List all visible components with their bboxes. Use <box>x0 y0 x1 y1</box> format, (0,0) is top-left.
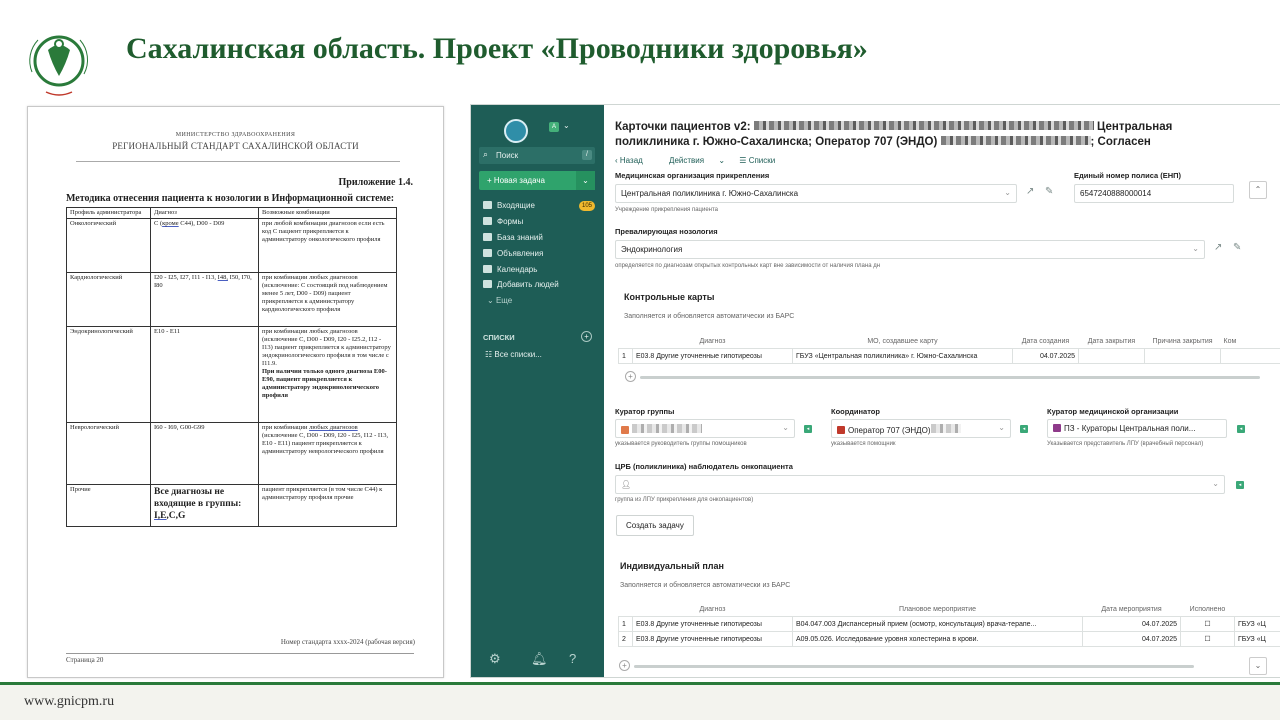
page-header <box>604 105 1280 175</box>
crb-label: ЦРБ (поликлиника) наблюдатель онкопациента <box>615 462 793 471</box>
col-header: Плановое мероприятие <box>898 606 977 613</box>
sidebar-search[interactable] <box>479 147 595 164</box>
cell-profile: Неврологический <box>67 423 151 485</box>
cell-diagnosis: E03.8 Другие уточненные гипотиреозы <box>633 617 793 632</box>
search-icon: ⌕ <box>483 149 489 159</box>
chevron-down-icon: ⌄ <box>998 423 1005 432</box>
cell-event: А09.05.026. Исследование уровня холестерина в крови. <box>793 632 1083 647</box>
row-number: 1 <box>619 617 633 632</box>
col-header: Профиль администратора <box>67 208 151 219</box>
main-panel <box>604 105 1280 677</box>
mo-label: Медицинская организация прикрепления <box>615 171 770 180</box>
cell-diagnosis: С (кроме С44), D00 - D09 <box>151 219 259 273</box>
open-link-icon[interactable]: ↗ <box>1214 242 1223 253</box>
cell-combination: при любой комбинации диагнозов если есть код С пациент прикрепляется к администратору онкологического профиля <box>259 219 397 273</box>
col-header: Возможные комбинации <box>259 208 397 219</box>
control-cards-title: Контрольные карты <box>624 292 715 302</box>
col-header: МО, создавшее карту <box>867 338 938 345</box>
table-row[interactable] <box>619 349 1280 364</box>
cell-profile: Прочие <box>67 485 151 527</box>
doc-footer-standard: Номер стандарта хххх-2024 (рабочая версия) <box>280 638 415 646</box>
col-header: Диагноз <box>151 208 259 219</box>
gear-icon[interactable]: ⚙ <box>489 651 501 666</box>
cell-diagnosis: Все диагнозы не входящие в группы: I,E,C,G <box>151 485 259 527</box>
page-title: Карточки пациентов v2: Центральная поликлиника г. Южно-Сахалинска; Оператор 707 (ЭНДО) ; Согласен <box>615 121 1173 148</box>
account-badge[interactable]: A <box>549 122 559 132</box>
done-checkbox[interactable]: ☐ <box>1181 632 1235 647</box>
curator-select[interactable] <box>615 419 795 438</box>
doc-footer-divider <box>66 653 414 654</box>
calendar-icon <box>483 265 492 273</box>
cell-diagnosis: I20 - I25, I27, I11 - I13, I48, I50, I70, I80 <box>151 273 259 327</box>
col-header: Диагноз <box>699 338 726 345</box>
sidebar-item-calendar[interactable]: Календарь <box>483 265 537 278</box>
chevron-down-icon: ⌄ <box>1004 188 1011 197</box>
table-header-row <box>619 603 1280 617</box>
assign-icon[interactable]: ◂ <box>804 425 812 433</box>
individual-plan-title: Индивидуальный план <box>620 561 724 571</box>
mo-curator-label: Куратор медицинской организации <box>1047 407 1179 416</box>
nmic-logo <box>18 22 100 100</box>
sidebar-item-inbox[interactable]: Входящие <box>483 201 535 214</box>
crb-select[interactable] <box>615 475 1225 494</box>
sidebar-item-knowledge[interactable]: База знаний <box>483 233 543 246</box>
cell-diagnosis: E03.8 Другие уточненные гипотиреозы <box>633 349 793 364</box>
help-icon[interactable]: ? <box>569 651 577 666</box>
cell-reason <box>1145 349 1221 364</box>
done-checkbox[interactable]: ☐ <box>1181 617 1235 632</box>
inbox-count-badge: 105 <box>579 201 595 211</box>
cell-combination: при комбинации любых диагнозов (исключение С, D00 - D09, I20 - I25.2, I12 - I13) пациент прикрепляется к администратору эндокринологического профиля в том числе с I11.9. При наличии только одного диагноза Е00-Е90, пациент прикрепляется к администратору эндокринологического профиля <box>259 327 397 423</box>
user-icon: 👤︎ <box>621 480 632 489</box>
coordinator-hint: указывается помощник <box>831 441 896 447</box>
doc-ministry: МИНИСТЕРСТВО ЗДРАВООХРАНЕНИЯ <box>175 132 296 138</box>
col-header: Исполнено <box>1189 606 1226 613</box>
forms-icon <box>483 217 492 225</box>
add-row-icon[interactable]: + <box>619 660 630 671</box>
redacted-text <box>941 136 1091 145</box>
cell-profile: Эндокринологический <box>67 327 151 423</box>
cell-date: 04.07.2025 <box>1083 632 1181 647</box>
doc-heading: Методика отнесения пациента к нозологии в Информационной системе: <box>66 193 395 204</box>
edit-icon[interactable]: ✎ <box>1233 242 1242 253</box>
nosology-label: Превалирующая нозология <box>615 227 718 236</box>
cell-combination: при комбинации любых диагнозов (исключение С, D00 - D09, I20 - I25, I12 - I13, Е10 - Е11) пациент прикрепляется к администратору неврологического профиля <box>259 423 397 485</box>
cell-diagnosis: I60 - I69, G00-G99 <box>151 423 259 485</box>
individual-plan-table <box>618 603 1280 647</box>
horizontal-scrollbar[interactable] <box>640 376 1260 379</box>
chevron-down-icon: ⌄ <box>487 296 496 305</box>
mo-curator-select[interactable]: ПЗ - Кураторы Центральная поли... <box>1047 419 1227 438</box>
user-icon <box>621 426 629 434</box>
mo-hint: Учреждение прикрепления пациента <box>615 207 719 213</box>
table-header-row <box>619 335 1280 349</box>
chevron-down-icon: ⌄ <box>1192 244 1199 253</box>
table-row <box>67 485 397 527</box>
control-cards-subtitle: Заполняется и обновляется автоматически из БАРС <box>624 313 795 320</box>
cell-combination: при комбинации любых диагнозов (исключение: С состоящий под наблюдением менее 5 лет, D00 - D09) пациент прикрепляется к администратору кардиологического профиля <box>259 273 397 327</box>
scroll-up-button[interactable]: ⌃ <box>1249 181 1267 199</box>
slide-title: Сахалинская область. Проект «Проводники здоровья» <box>126 32 868 65</box>
doc-page-number: Страница 20 <box>66 656 104 664</box>
enp-label: Единый номер полиса (ЕНП) <box>1074 171 1182 180</box>
assign-icon[interactable]: ◂ <box>1236 481 1244 489</box>
book-icon <box>483 233 492 241</box>
chevron-down-icon: ⌄ <box>1212 479 1219 488</box>
table-row <box>67 273 397 327</box>
cell-org: ГБУЗ «Ц <box>1235 632 1280 647</box>
doc-standard-title: РЕГИОНАЛЬНЫЙ СТАНДАРТ САХАЛИНСКОЙ ОБЛАСТИ <box>112 141 359 151</box>
cell-combination: пациент прикрепляется (в том числе С44) к администратору профиля прочие <box>259 485 397 527</box>
col-header: Дата закрытия <box>1087 338 1136 345</box>
cell-profile: Кардиологический <box>67 273 151 327</box>
assign-icon[interactable]: ◂ <box>1237 425 1245 433</box>
chevron-down-icon[interactable]: ⌄ <box>563 121 570 130</box>
edit-icon[interactable]: ✎ <box>1045 186 1054 197</box>
table-header-row <box>67 208 397 219</box>
patient-card-app <box>470 104 1280 678</box>
sidebar <box>471 105 604 677</box>
cell-event: В04.047.003 Диспансерный прием (осмотр, консультация) врача-терапе... <box>793 617 1083 632</box>
lists-header: СПИСКИ <box>483 333 515 342</box>
header-nav <box>615 156 799 165</box>
col-header: Ком <box>1223 338 1237 345</box>
patient-card-form <box>604 169 1280 677</box>
nosology-hint: определяется по диагнозам открытых контрольных карт вне зависимости от наличия плана дн <box>615 263 881 269</box>
cell-diagnosis: E03.8 Другие уточненные гипотиреозы <box>633 632 793 647</box>
user-icon <box>837 426 845 434</box>
coordinator-select[interactable]: Оператор 707 (ЭНДО) ⌄ <box>831 419 1011 438</box>
enp-field[interactable]: 6547240888000014 <box>1074 184 1234 203</box>
search-label: Поиск <box>496 151 519 160</box>
sidebar-item-all-lists[interactable]: ☷ Все списки... <box>485 350 542 359</box>
nosology-select[interactable]: Эндокринология ⌄ <box>615 240 1205 259</box>
scroll-down-button[interactable]: ⌄ <box>1249 657 1267 675</box>
cell-comment <box>1221 349 1280 364</box>
sidebar-item-forms[interactable]: Формы <box>483 217 523 230</box>
open-link-icon[interactable]: ↗ <box>1026 186 1035 197</box>
new-task-button[interactable]: + Новая задача ⌄ <box>479 171 595 190</box>
nosology-table <box>66 207 397 527</box>
cell-org: ГБУЗ «Ц <box>1235 617 1280 632</box>
table-row <box>67 423 397 485</box>
cell-closed <box>1079 349 1145 364</box>
mo-curator-hint: Указывается представитель ЛПУ (врачебный персонал) <box>1047 441 1204 447</box>
mo-select[interactable]: Центральная поликлиника г. Южно-Сахалинска ⌄ <box>615 184 1017 203</box>
col-header: Причина закрытия <box>1152 338 1213 345</box>
col-header: Дата мероприятия <box>1101 606 1162 613</box>
coordinator-label: Координатор <box>831 407 880 416</box>
row-number: 1 <box>619 349 633 364</box>
curator-label: Куратор группы <box>615 407 675 416</box>
list-icon: ☷ <box>485 350 495 359</box>
add-row-icon[interactable]: + <box>625 371 636 382</box>
group-icon <box>1053 424 1061 432</box>
cell-mo: ГБУЗ «Центральная поликлиника» г. Южно-Сахалинска <box>793 349 1013 364</box>
cell-date: 04.07.2025 <box>1083 617 1181 632</box>
megaphone-icon <box>483 249 492 257</box>
slide-footer <box>0 685 1280 720</box>
chevron-down-icon[interactable]: ⌄ <box>576 171 595 190</box>
app-logo[interactable] <box>504 119 528 143</box>
cell-profile: Онкологический <box>67 219 151 273</box>
table-row <box>67 327 397 423</box>
add-user-icon <box>483 280 492 288</box>
bell-icon[interactable]: 🔔︎ <box>531 651 548 666</box>
create-task-button[interactable]: Создать задачу <box>616 515 694 536</box>
assign-icon[interactable]: ◂ <box>1020 425 1028 433</box>
curator-hint: указывается руководитель группы помощников <box>615 441 747 447</box>
standard-document-page <box>27 106 444 678</box>
horizontal-scrollbar[interactable] <box>634 665 1194 668</box>
col-header: Дата создания <box>1021 338 1070 345</box>
individual-plan-subtitle: Заполняется и обновляется автоматически из БАРС <box>620 582 791 589</box>
actions-dropdown[interactable]: Действия ⌄ <box>669 156 726 165</box>
sidebar-item-add-people[interactable]: Добавить людей <box>483 280 559 293</box>
back-button[interactable]: ‹ Назад <box>615 156 643 165</box>
inbox-icon <box>483 201 492 209</box>
cell-diagnosis: Е10 - Е11 <box>151 327 259 423</box>
footer-url[interactable]: www.gnicpm.ru <box>24 694 115 709</box>
sidebar-more[interactable]: ⌄ Еще <box>487 296 513 305</box>
doc-divider <box>76 161 400 162</box>
table-row[interactable] <box>619 632 1280 647</box>
sidebar-item-announcements[interactable]: Объявления <box>483 249 543 262</box>
table-row <box>67 219 397 273</box>
row-number: 2 <box>619 632 633 647</box>
redacted-text <box>754 121 1094 130</box>
cell-created: 04.07.2025 <box>1013 349 1079 364</box>
crb-hint: группа из ЛПУ прикрепления для онкопациентов) <box>615 497 754 503</box>
add-list-icon[interactable]: + <box>581 331 592 342</box>
search-shortcut: / <box>582 150 592 160</box>
table-row[interactable] <box>619 617 1280 632</box>
doc-appendix: Приложение 1.4. <box>338 177 413 188</box>
lists-link[interactable]: ☰ Списки <box>739 156 776 165</box>
col-header: Диагноз <box>699 606 726 613</box>
chevron-down-icon: ⌄ <box>782 423 789 432</box>
control-cards-table <box>618 335 1280 364</box>
